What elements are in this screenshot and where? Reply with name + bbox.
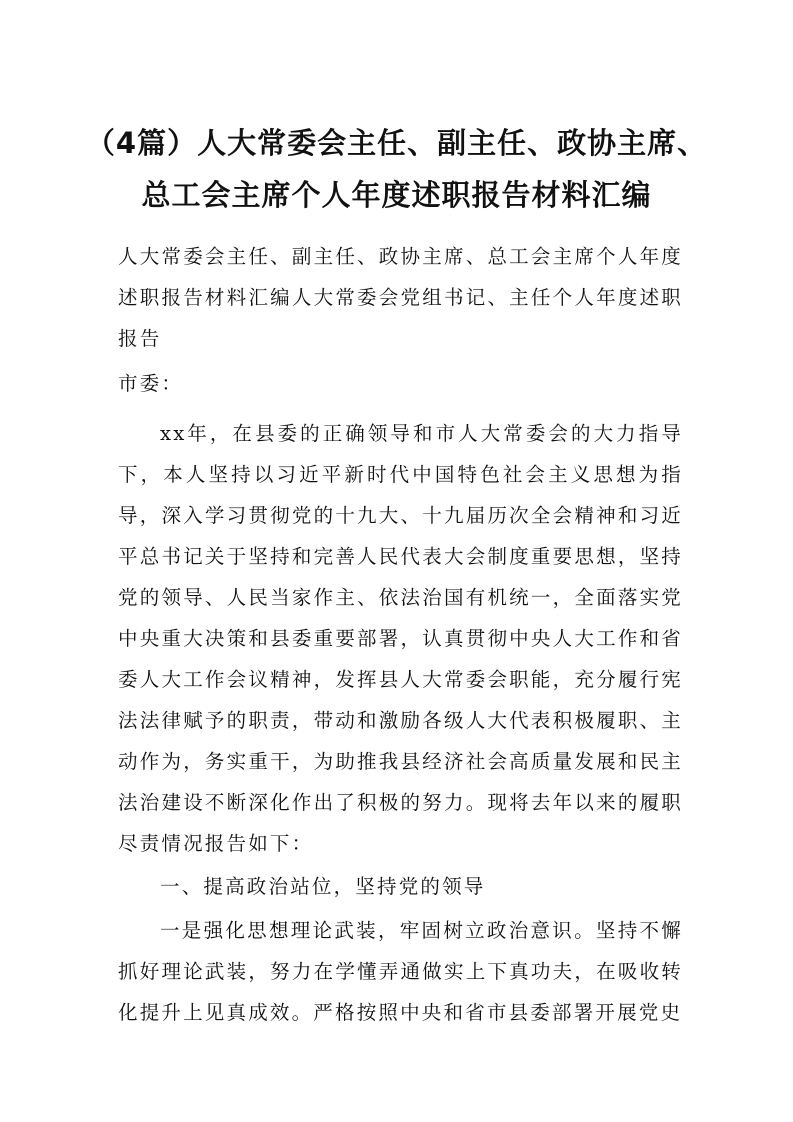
salutation: 市委： [118, 372, 184, 395]
body-paragraph-2: 一是强化思想理论武装，牢固树立政治意识。坚持不懈抓好理论武装，努力在学懂弄通做实上下真功夫，在吸收转化提升上见真成效。严格按照中央和省市县委部署开展党史 [118, 919, 683, 1024]
intro-paragraph: 人大常委会主任、副主任、政协主席、总工会主席个人年度述职报告材料汇编人大常委会党组书记、主任个人年度述职报告 [118, 245, 683, 350]
section-heading-1: 一、提高政治站位，坚持党的领导 [160, 875, 486, 898]
body-paragraph-1: xx年，在县委的正确领导和市人大常委会的大力指导下，本人坚持以习近平新时代中国特色社会主义思想为指导，深入学习贯彻党的十九大、十九届历次全会精神和习近平总书记关于坚持和完善人民代表大会制度重要思想，坚持党的领导、人民当家作主、依法治国有机统一，全面落实党中央重大决策和县委重要部署，认真贯彻中央人大工作和省委人大工作会议精神，发挥县人大常委会职能，充分履行宪法法律赋予的职责，带动和激励各级人大代表积极履职、主动作为，务实重干，为助推我县经济社会高质量发展和民主法治建设不断深化作出了积极的努力。现将去年以来的履职尽责情况报告如下： [118, 422, 683, 855]
document-title: （4篇）人大常委会主任、副主任、政协主席、总工会主席个人年度述职报告材料汇编 [85, 126, 708, 212]
